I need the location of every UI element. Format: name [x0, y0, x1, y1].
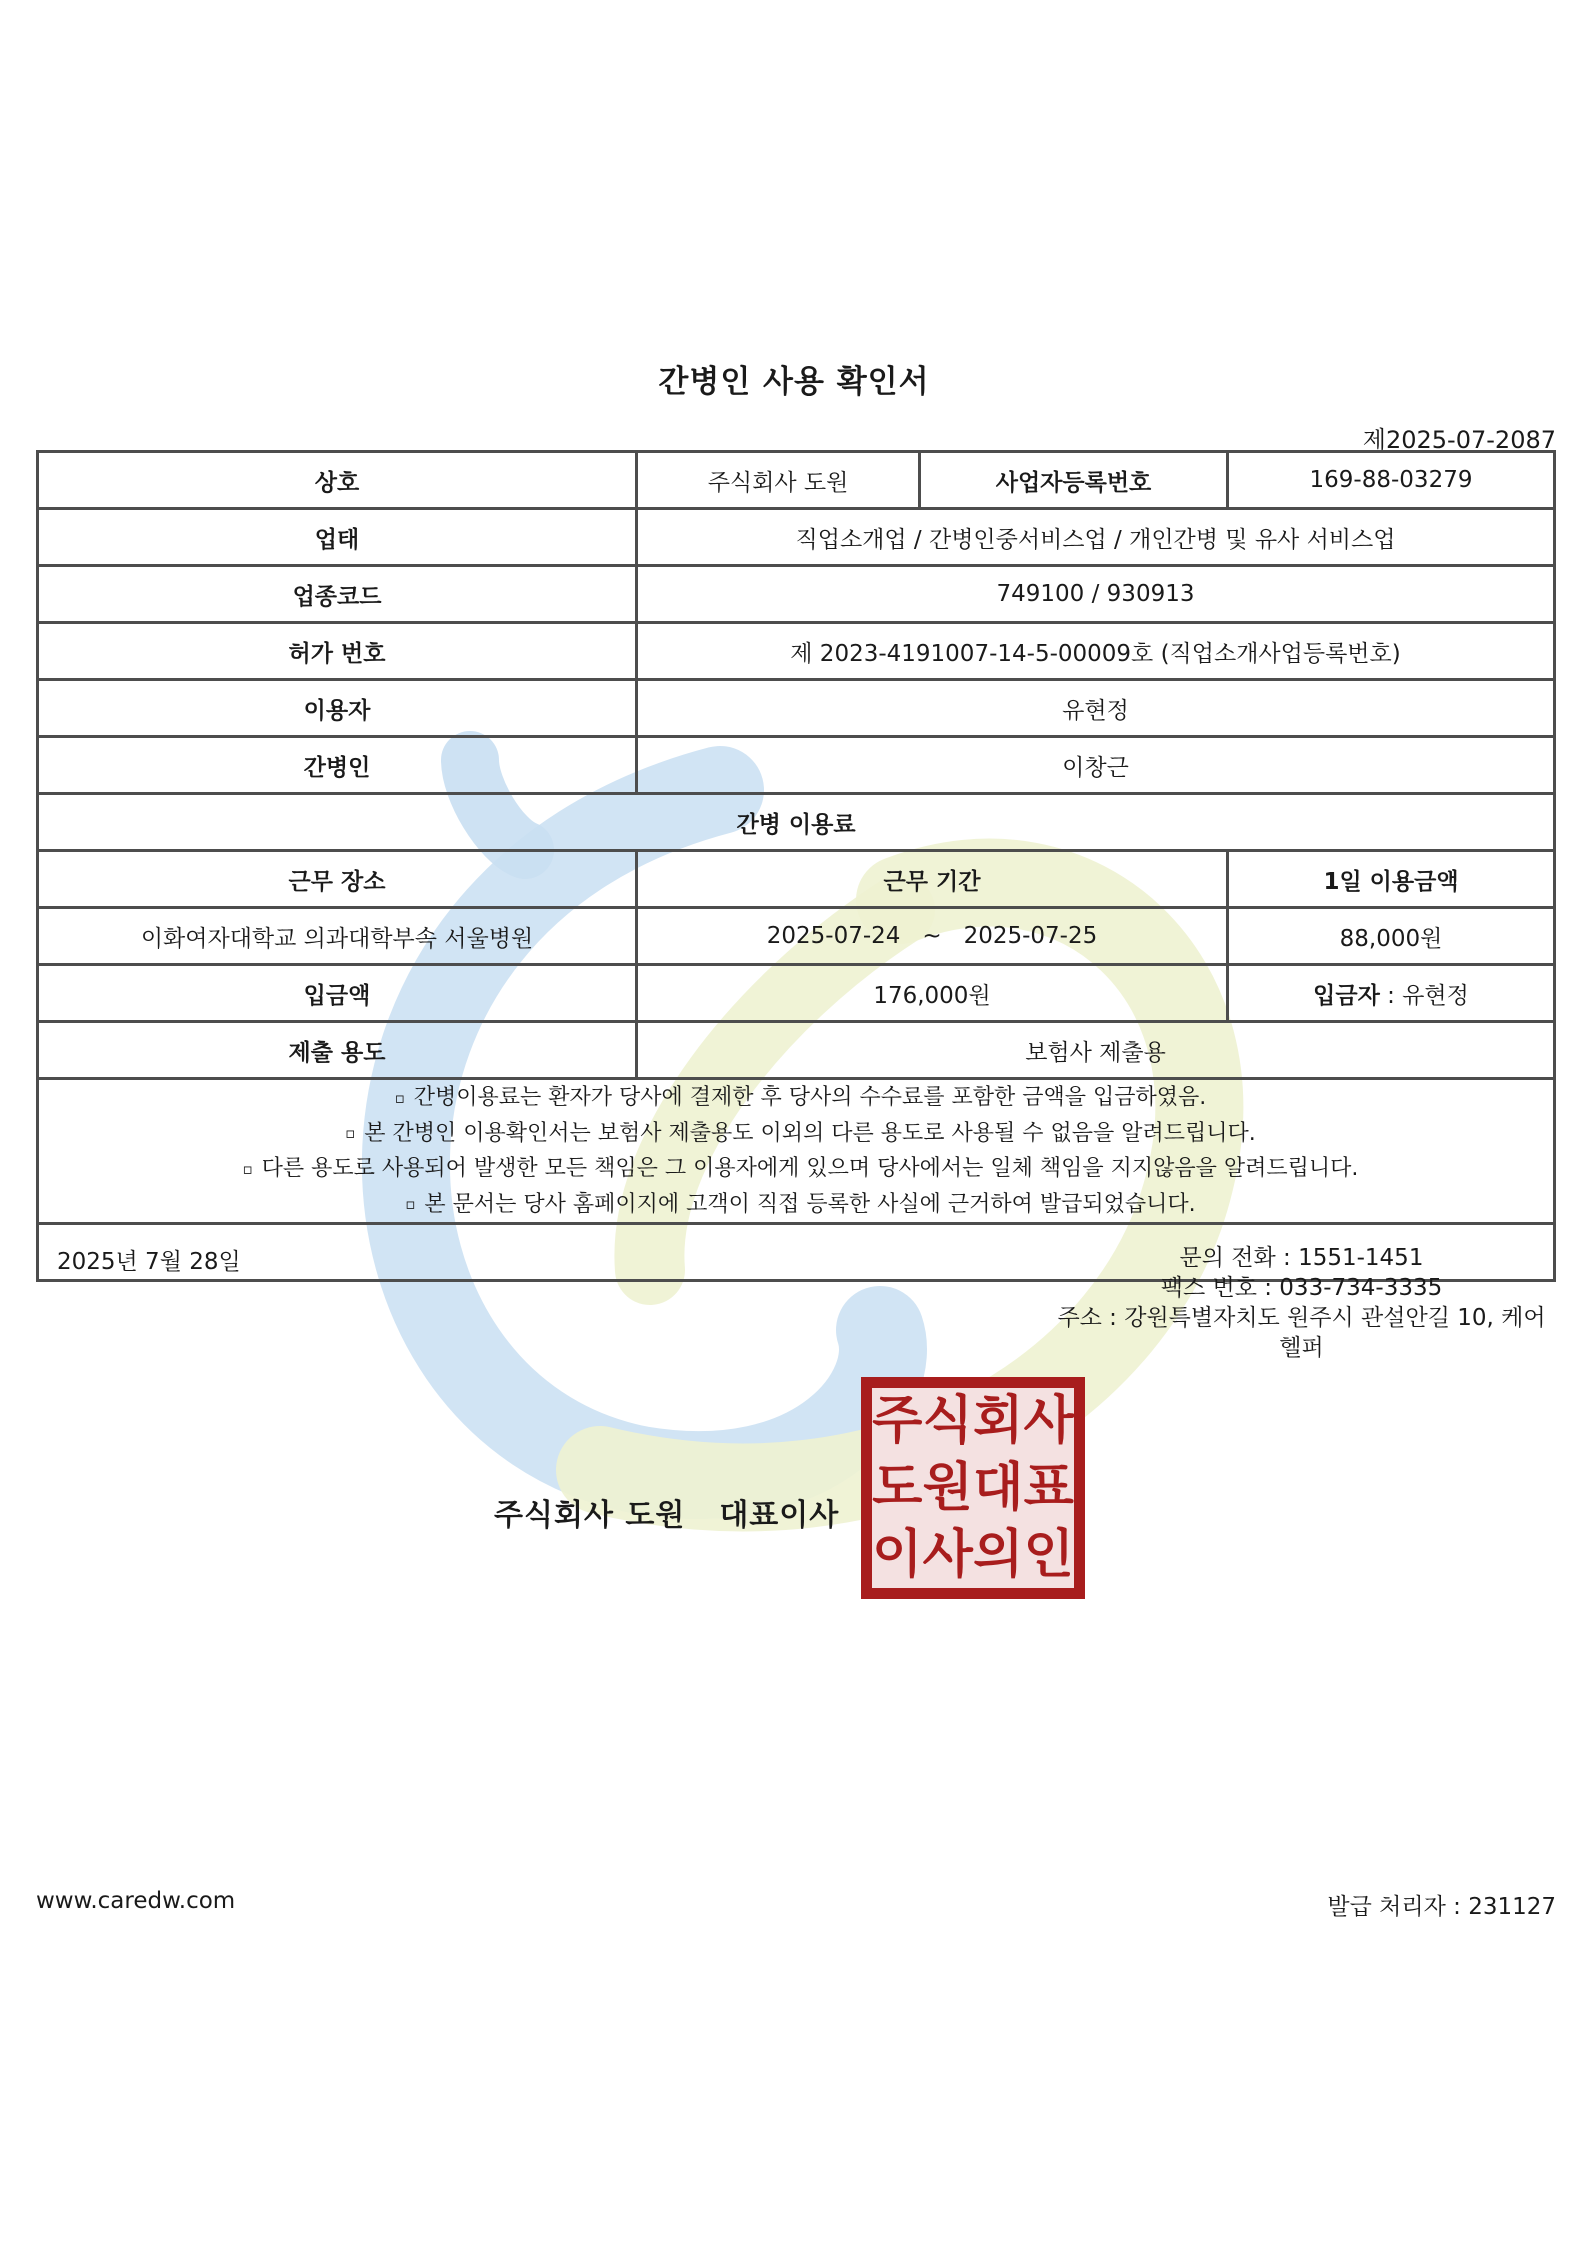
- caregiver-label: 간병인: [38, 737, 637, 794]
- code-label: 업종코드: [38, 566, 637, 623]
- depositor-value: : 유현정: [1379, 982, 1469, 1009]
- row-caregiver: [38, 737, 1555, 794]
- note-item: [45, 1116, 1547, 1152]
- purpose-value: 보험사 제출용: [637, 1022, 1555, 1079]
- period-label: 근무 기간: [637, 851, 1228, 908]
- note-item: [45, 1151, 1547, 1187]
- depositor-label: 입금자: [1313, 982, 1380, 1009]
- document-title: 간병인 사용 확인서: [658, 364, 930, 400]
- seal-character: 인: [1023, 1524, 1074, 1585]
- square-bullet-icon: ▫: [242, 1159, 253, 1178]
- row-license: [38, 623, 1555, 680]
- signatory: [494, 1490, 839, 1534]
- row-user: [38, 680, 1555, 737]
- signatory-title: 대표이사: [719, 1498, 840, 1533]
- company-name-value: 주식회사 도원: [637, 452, 920, 509]
- seal-grid: [872, 1388, 1074, 1588]
- square-bullet-icon: ▫: [394, 1088, 405, 1107]
- user-value: 유현정: [637, 680, 1555, 737]
- contact-address: 주소 : 강원특별자치도 원주시 관설안길 10, 케어헬퍼: [1057, 1305, 1546, 1361]
- row-deposit: [38, 965, 1555, 1022]
- note-item: [45, 1080, 1547, 1116]
- issue-date: 2025년 7월 28일: [57, 1249, 241, 1275]
- confirmation-table: [36, 450, 1556, 1585]
- issuer-id: 발급 처리자 : 231127: [1327, 1894, 1556, 1920]
- seal-character: 원: [922, 1457, 973, 1518]
- row-purpose: [38, 1022, 1555, 1079]
- seal-character: 회: [973, 1391, 1024, 1452]
- caregiver-value: 이창근: [637, 737, 1555, 794]
- deposit-label: 입금액: [38, 965, 637, 1022]
- user-label: 이용자: [38, 680, 637, 737]
- license-value: 제 2023-4191007-14-5-00009호 (직업소개사업등록번호): [637, 623, 1555, 680]
- code-value: 749100 / 930913: [637, 566, 1555, 623]
- company-seal-stamp: [861, 1377, 1085, 1599]
- seal-character: 사: [922, 1524, 973, 1585]
- contact-fax: 팩스 번호 : 033-734-3335: [1160, 1275, 1443, 1301]
- website-url: www.caredw.com: [36, 1888, 236, 1914]
- row-fee-values: [38, 908, 1555, 965]
- square-bullet-icon: ▫: [405, 1195, 416, 1213]
- notes-cell: [38, 1079, 1555, 1224]
- seal-character: 대: [973, 1457, 1024, 1518]
- seal-character: 사: [1023, 1391, 1074, 1452]
- daily-fee-value: 88,000원: [1228, 908, 1555, 965]
- signatory-company: 주식회사 도원: [494, 1498, 686, 1533]
- place-value: 이화여자대학교 의과대학부속 서울병원: [38, 908, 637, 965]
- fee-section-title: 간병 이용료: [38, 794, 1555, 851]
- seal-character: 의: [973, 1524, 1024, 1585]
- depositor-cell: [1228, 965, 1555, 1022]
- seal-character: 식: [922, 1391, 973, 1452]
- seal-character: 표: [1023, 1457, 1074, 1518]
- row-fee-section: [38, 794, 1555, 851]
- row-fee-header: [38, 851, 1555, 908]
- note-item: [45, 1187, 1547, 1223]
- note-text: 본 간병인 이용확인서는 보험사 제출용도 이외의 다른 용도로 사용될 수 없음을 알려드립니다.: [364, 1120, 1256, 1146]
- business-label: 업태: [38, 509, 637, 566]
- row-code: [38, 566, 1555, 623]
- document-number: 제2025-07-2087: [1362, 426, 1556, 454]
- registration-value: 169-88-03279: [1228, 452, 1555, 509]
- seal-character: 도: [872, 1457, 923, 1518]
- note-text: 본 문서는 당사 홈페이지에 고객이 직접 등록한 사실에 근거하여 발급되었습니다.: [424, 1191, 1196, 1217]
- footer-cell: [38, 1224, 1555, 1585]
- business-value: 직업소개업 / 간병인중서비스업 / 개인간병 및 유사 서비스업: [637, 509, 1555, 566]
- company-name-label: 상호: [38, 452, 637, 509]
- period-value: 2025-07-24 ~ 2025-07-25: [637, 908, 1228, 965]
- contact-phone: 문의 전화 : 1551-1451: [1179, 1245, 1424, 1271]
- seal-character: 주: [872, 1391, 923, 1452]
- deposit-value: 176,000원: [637, 965, 1228, 1022]
- note-text: 다른 용도로 사용되어 발생한 모든 책임은 그 이용자에게 있으며 당사에서는 일체 책임을 지지않음을 알려드립니다.: [261, 1156, 1359, 1181]
- contact-info: [1050, 1243, 1553, 1363]
- row-company: [38, 452, 1555, 509]
- row-business: [38, 509, 1555, 566]
- daily-fee-label: 1일 이용금액: [1228, 851, 1555, 908]
- row-footer: [38, 1224, 1555, 1281]
- note-text: 간병이용료는 환자가 당사에 결제한 후 당사의 수수료를 포함한 금액을 입금하였음.: [413, 1085, 1207, 1110]
- registration-label: 사업자등록번호: [920, 452, 1228, 509]
- purpose-label: 제출 용도: [38, 1022, 637, 1079]
- square-bullet-icon: ▫: [345, 1124, 356, 1142]
- license-label: 허가 번호: [38, 623, 637, 680]
- place-label: 근무 장소: [38, 851, 637, 908]
- seal-character: 이: [872, 1524, 923, 1585]
- row-notes: [38, 1079, 1555, 1224]
